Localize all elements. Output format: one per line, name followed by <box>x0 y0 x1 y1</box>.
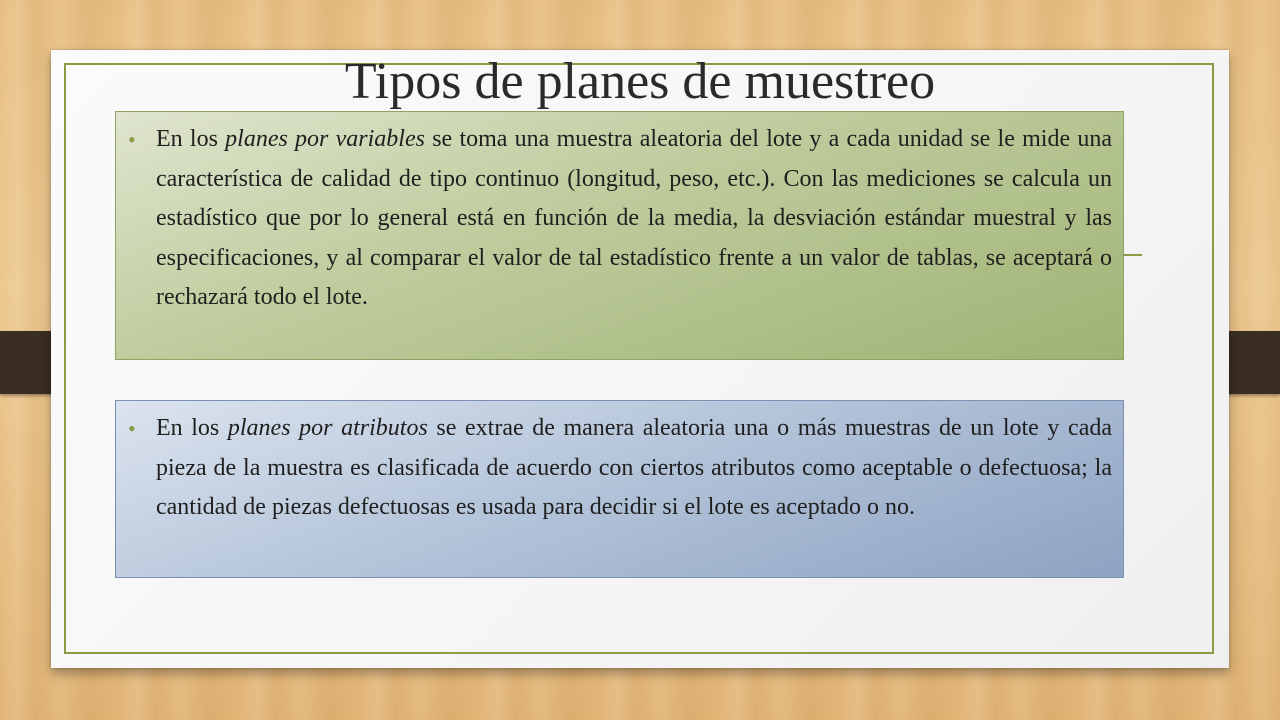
text-body: se toma una muestra aleatoria del lote y a cada unidad se le mide una característica de calidad de tipo continuo (longitud, peso, etc.). Con las mediciones se calcula un estadístico que por lo general está en función de la media, la desviación estándar muestral y las especificaciones, y al comparar el valor de tal estadístico frente a un valor de tablas, se aceptará o rechazará todo el lote. <box>156 126 1112 310</box>
attributes-plan-text <box>156 409 1112 528</box>
text-body: se extrae de manera aleatoria una o más muestras de un lote y cada pieza de la muestra es clasificada de acuerdo con ciertos atributos como aceptable o defectuosa; la cantidad de piezas defectuosas es usada para decidir si el lote es aceptado o no. <box>156 415 1112 520</box>
attributes-plan-box <box>115 400 1124 578</box>
bullet-icon: • <box>128 416 136 441</box>
bullet-icon: • <box>128 127 136 152</box>
frame-tick-mark <box>1124 254 1142 256</box>
text-intro: En los <box>156 415 228 441</box>
variables-plan-text <box>156 120 1112 318</box>
term-attributes: planes por atributos <box>227 415 428 441</box>
term-variables: planes por variables <box>225 126 425 152</box>
slide-title: Tipos de planes de muestreo <box>344 53 936 110</box>
variables-plan-box <box>115 111 1124 360</box>
text-intro: En los <box>156 126 226 152</box>
